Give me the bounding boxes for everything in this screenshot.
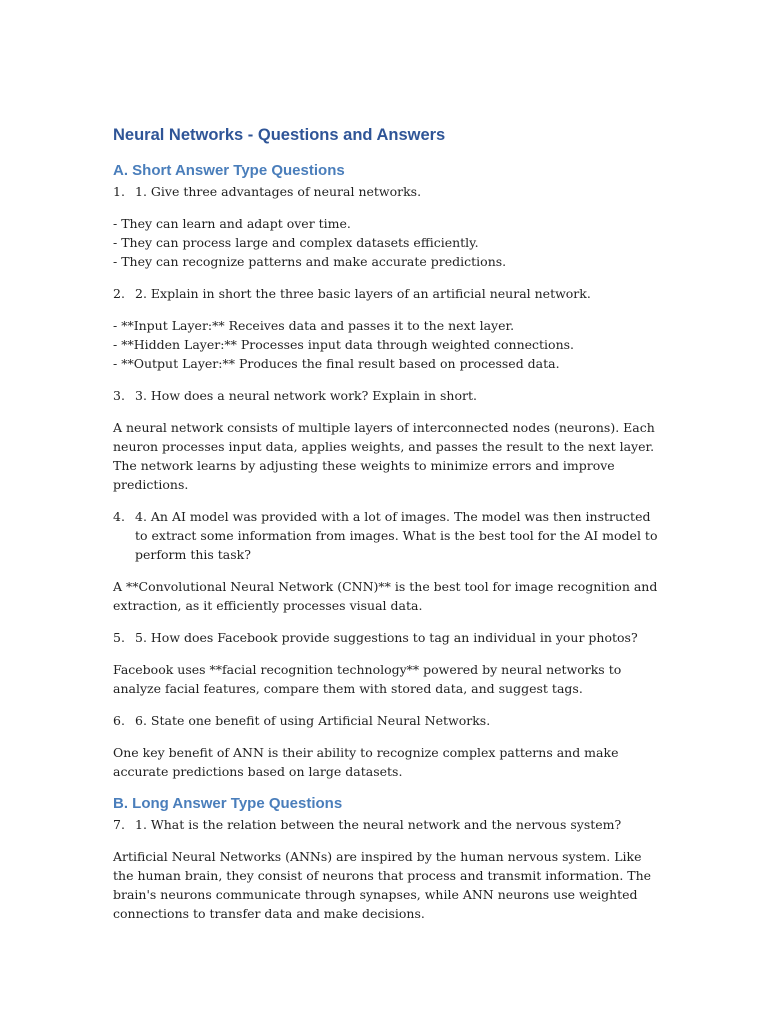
question-text: 3. How does a neural network work? Explain in short. bbox=[135, 388, 477, 403]
answer-block bbox=[113, 214, 658, 271]
question-item bbox=[113, 507, 658, 564]
question-number: 7. bbox=[113, 817, 125, 832]
question-number: 6. bbox=[113, 713, 125, 728]
question-number: 2. bbox=[113, 286, 125, 301]
question-text: 2. Explain in short the three basic layers of an artificial neural network. bbox=[135, 286, 591, 301]
question-item bbox=[113, 182, 658, 201]
answer-block bbox=[113, 316, 658, 373]
answer-block bbox=[113, 660, 658, 698]
question-item bbox=[113, 628, 658, 647]
question-text: 5. How does Facebook provide suggestions to tag an individual in your photos? bbox=[135, 630, 638, 645]
section-heading-short-answer: A. Short Answer Type Questions bbox=[113, 162, 345, 179]
question-number: 3. bbox=[113, 388, 125, 403]
document-page bbox=[113, 124, 658, 936]
question-text: 1. Give three advantages of neural networks. bbox=[135, 184, 422, 199]
question-text: 6. State one benefit of using Artificial Neural Networks. bbox=[135, 713, 491, 728]
answer-block bbox=[113, 577, 658, 615]
question-text: 1. What is the relation between the neural network and the nervous system? bbox=[135, 817, 622, 832]
question-item bbox=[113, 815, 658, 834]
document-title: Neural Networks - Questions and Answers bbox=[113, 126, 446, 144]
answer-paragraph: One key benefit of ANN is their ability to recognize complex patterns and make accurate predictions based on large datasets. bbox=[113, 745, 619, 779]
answer-line: - **Hidden Layer:** Processes input data through weighted connections. bbox=[113, 337, 575, 352]
answer-paragraph: A neural network consists of multiple layers of interconnected nodes (neurons). Each neuron processes input data, applies weights, and passes the result to the next layer. The network learns by adjusting these weights to minimize errors and improve predictions. bbox=[113, 420, 655, 492]
answer-line: - **Output Layer:** Produces the final result based on processed data. bbox=[113, 356, 560, 371]
question-item bbox=[113, 711, 658, 730]
answer-line: - They can process large and complex datasets efficiently. bbox=[113, 235, 479, 250]
question-number: 5. bbox=[113, 630, 125, 645]
answer-block bbox=[113, 743, 658, 781]
answer-line: - They can recognize patterns and make accurate predictions. bbox=[113, 254, 507, 269]
question-number: 4. bbox=[113, 509, 125, 524]
question-number: 1. bbox=[113, 184, 125, 199]
answer-paragraph: A **Convolutional Neural Network (CNN)** is the best tool for image recognition and extraction, as it efficiently processes visual data. bbox=[113, 579, 658, 613]
answer-block bbox=[113, 847, 658, 923]
question-item bbox=[113, 284, 658, 303]
answer-paragraph: Facebook uses **facial recognition technology** powered by neural networks to analyze facial features, compare them with stored data, and suggest tags. bbox=[113, 662, 622, 696]
question-item bbox=[113, 386, 658, 405]
question-text: 4. An AI model was provided with a lot of images. The model was then instructed to extract some information from images. What is the best tool for the AI model to perform this task? bbox=[135, 509, 658, 562]
section-heading-long-answer: B. Long Answer Type Questions bbox=[113, 795, 343, 812]
answer-line: - **Input Layer:** Receives data and passes it to the next layer. bbox=[113, 318, 515, 333]
answer-paragraph: Artificial Neural Networks (ANNs) are inspired by the human nervous system. Like the human brain, they consist of neurons that process and transmit information. The brain's neurons communicate through synapses, while ANN neurons use weighted connections to transfer data and make decisions. bbox=[113, 849, 652, 921]
answer-line: - They can learn and adapt over time. bbox=[113, 216, 351, 231]
answer-block bbox=[113, 418, 658, 494]
